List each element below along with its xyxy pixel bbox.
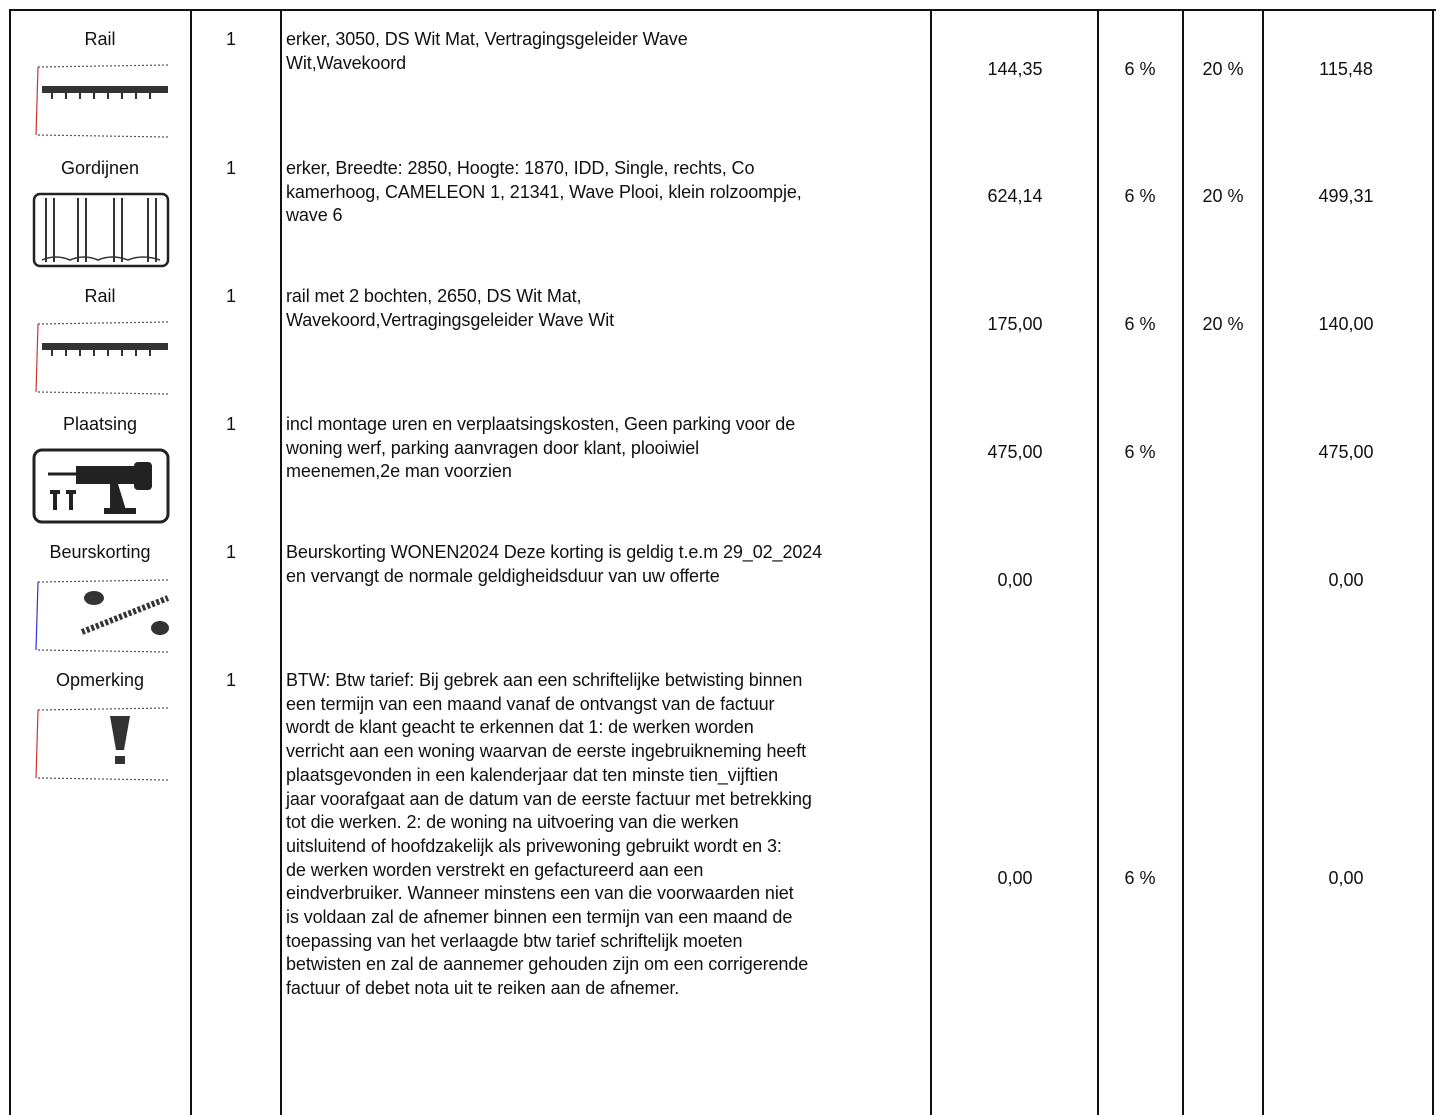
discount-cell: 20 %: [1202, 314, 1244, 334]
vat-cell: 6 %: [1124, 186, 1156, 206]
product-name: Gordijnen: [60, 158, 140, 178]
product-name: Plaatsing: [62, 414, 138, 434]
description-cell: BTW: Btw tarief: Bij gebrek aan een schriftelijke betwisting binnen een termijn van een maand vanaf de ontvangst van de factuur wordt de klant geacht te erkennen dat 1: de werken worden verricht aan een woning waarvan de eerste ingebruikneming heeft plaatsgevonden in een kalenderjaar dat ten minste tien_vijftien jaar voorafgaat aan de datum van de eerste factuur met betrekking tot die werken. 2: de woning na uitvoering van die werken uitsluitend of hoofdzakelijk als privewoning gebruikt wordt en 3: de werken worden verstrekt en gefactureerd aan een eindverbruiker. Wanneer minstens een van die voorwaarden niet is voldaan zal de afnemer binnen een termijn van een maand de toepassing van het verlaagde btw tarief schriftelijk moeten betwisten en zal de aannemer gehouden zijn om een corrigerende factuur of debet nota uit te reiken aan de afnemer.: [286, 670, 812, 999]
total-cell: 140,00: [1318, 314, 1374, 334]
total-cell: 0,00: [1328, 570, 1364, 590]
product-cell: [11, 666, 189, 691]
price-cell: 624,14: [987, 186, 1043, 206]
table-row: [0, 666, 1436, 1106]
price-cell: 0,00: [997, 868, 1033, 888]
table-row: [0, 538, 1436, 658]
quantity-cell: 1: [225, 158, 236, 178]
price-cell: 475,00: [987, 442, 1043, 462]
price-cell: 144,35: [987, 59, 1043, 79]
quantity-cell: 1: [225, 414, 236, 434]
total-cell: 475,00: [1318, 442, 1374, 462]
table-row: [0, 154, 1436, 274]
table-row: [0, 410, 1436, 530]
product-cell: [11, 25, 189, 50]
vat-cell: 6 %: [1124, 868, 1156, 888]
exclamation-icon: [32, 704, 170, 782]
table-row: [0, 25, 1436, 145]
description-cell: erker, Breedte: 2850, Hoogte: 1870, IDD, Single, rechts, Co kamerhoog, CAMELEON 1, 21341, Wave Plooi, klein rolzoompje, wave 6: [286, 158, 802, 226]
vat-cell: 6 %: [1124, 314, 1156, 334]
drill-icon: [32, 448, 170, 524]
price-cell: 0,00: [997, 570, 1033, 590]
product-cell: [11, 154, 189, 179]
discount-cell: 20 %: [1202, 186, 1244, 206]
total-cell: 0,00: [1328, 868, 1364, 888]
price-cell: 175,00: [987, 314, 1043, 334]
vat-cell: 6 %: [1124, 59, 1156, 79]
percent-icon: [32, 576, 170, 654]
quantity-cell: 1: [225, 542, 236, 562]
total-cell: 115,48: [1319, 59, 1373, 79]
product-name: Rail: [84, 29, 116, 49]
product-cell: [11, 282, 189, 307]
table-top-border: [9, 9, 1436, 11]
discount-cell: 20 %: [1202, 59, 1244, 79]
total-cell: 499,31: [1318, 186, 1374, 206]
description-cell: Beurskorting WONEN2024 Deze korting is geldig t.e.m 29_02_2024 en vervangt de normale geldigheidsduur van uw offerte: [286, 542, 823, 586]
product-name: Rail: [84, 286, 116, 306]
quantity-cell: 1: [225, 670, 236, 690]
description-cell: rail met 2 bochten, 2650, DS Wit Mat, Wavekoord,Vertragingsgeleider Wave Wit: [286, 286, 615, 330]
quantity-cell: 1: [225, 286, 236, 306]
description-cell: erker, 3050, DS Wit Mat, Vertragingsgeleider Wave Wit,Wavekoord: [286, 29, 688, 73]
curtains-icon: [32, 192, 170, 268]
product-cell: [11, 410, 189, 435]
vat-cell: 6 %: [1124, 442, 1156, 462]
table-row: [0, 282, 1436, 402]
product-cell: [11, 538, 189, 563]
product-name: Beurskorting: [49, 542, 151, 562]
product-name: Opmerking: [55, 670, 145, 690]
rail-icon: [32, 61, 170, 139]
description-cell: incl montage uren en verplaatsingskosten, Geen parking voor de woning werf, parking aanvragen door klant, plooiwiel meenemen,2e man voorzien: [286, 414, 796, 482]
quantity-cell: 1: [225, 29, 236, 49]
rail-icon: [32, 318, 170, 396]
